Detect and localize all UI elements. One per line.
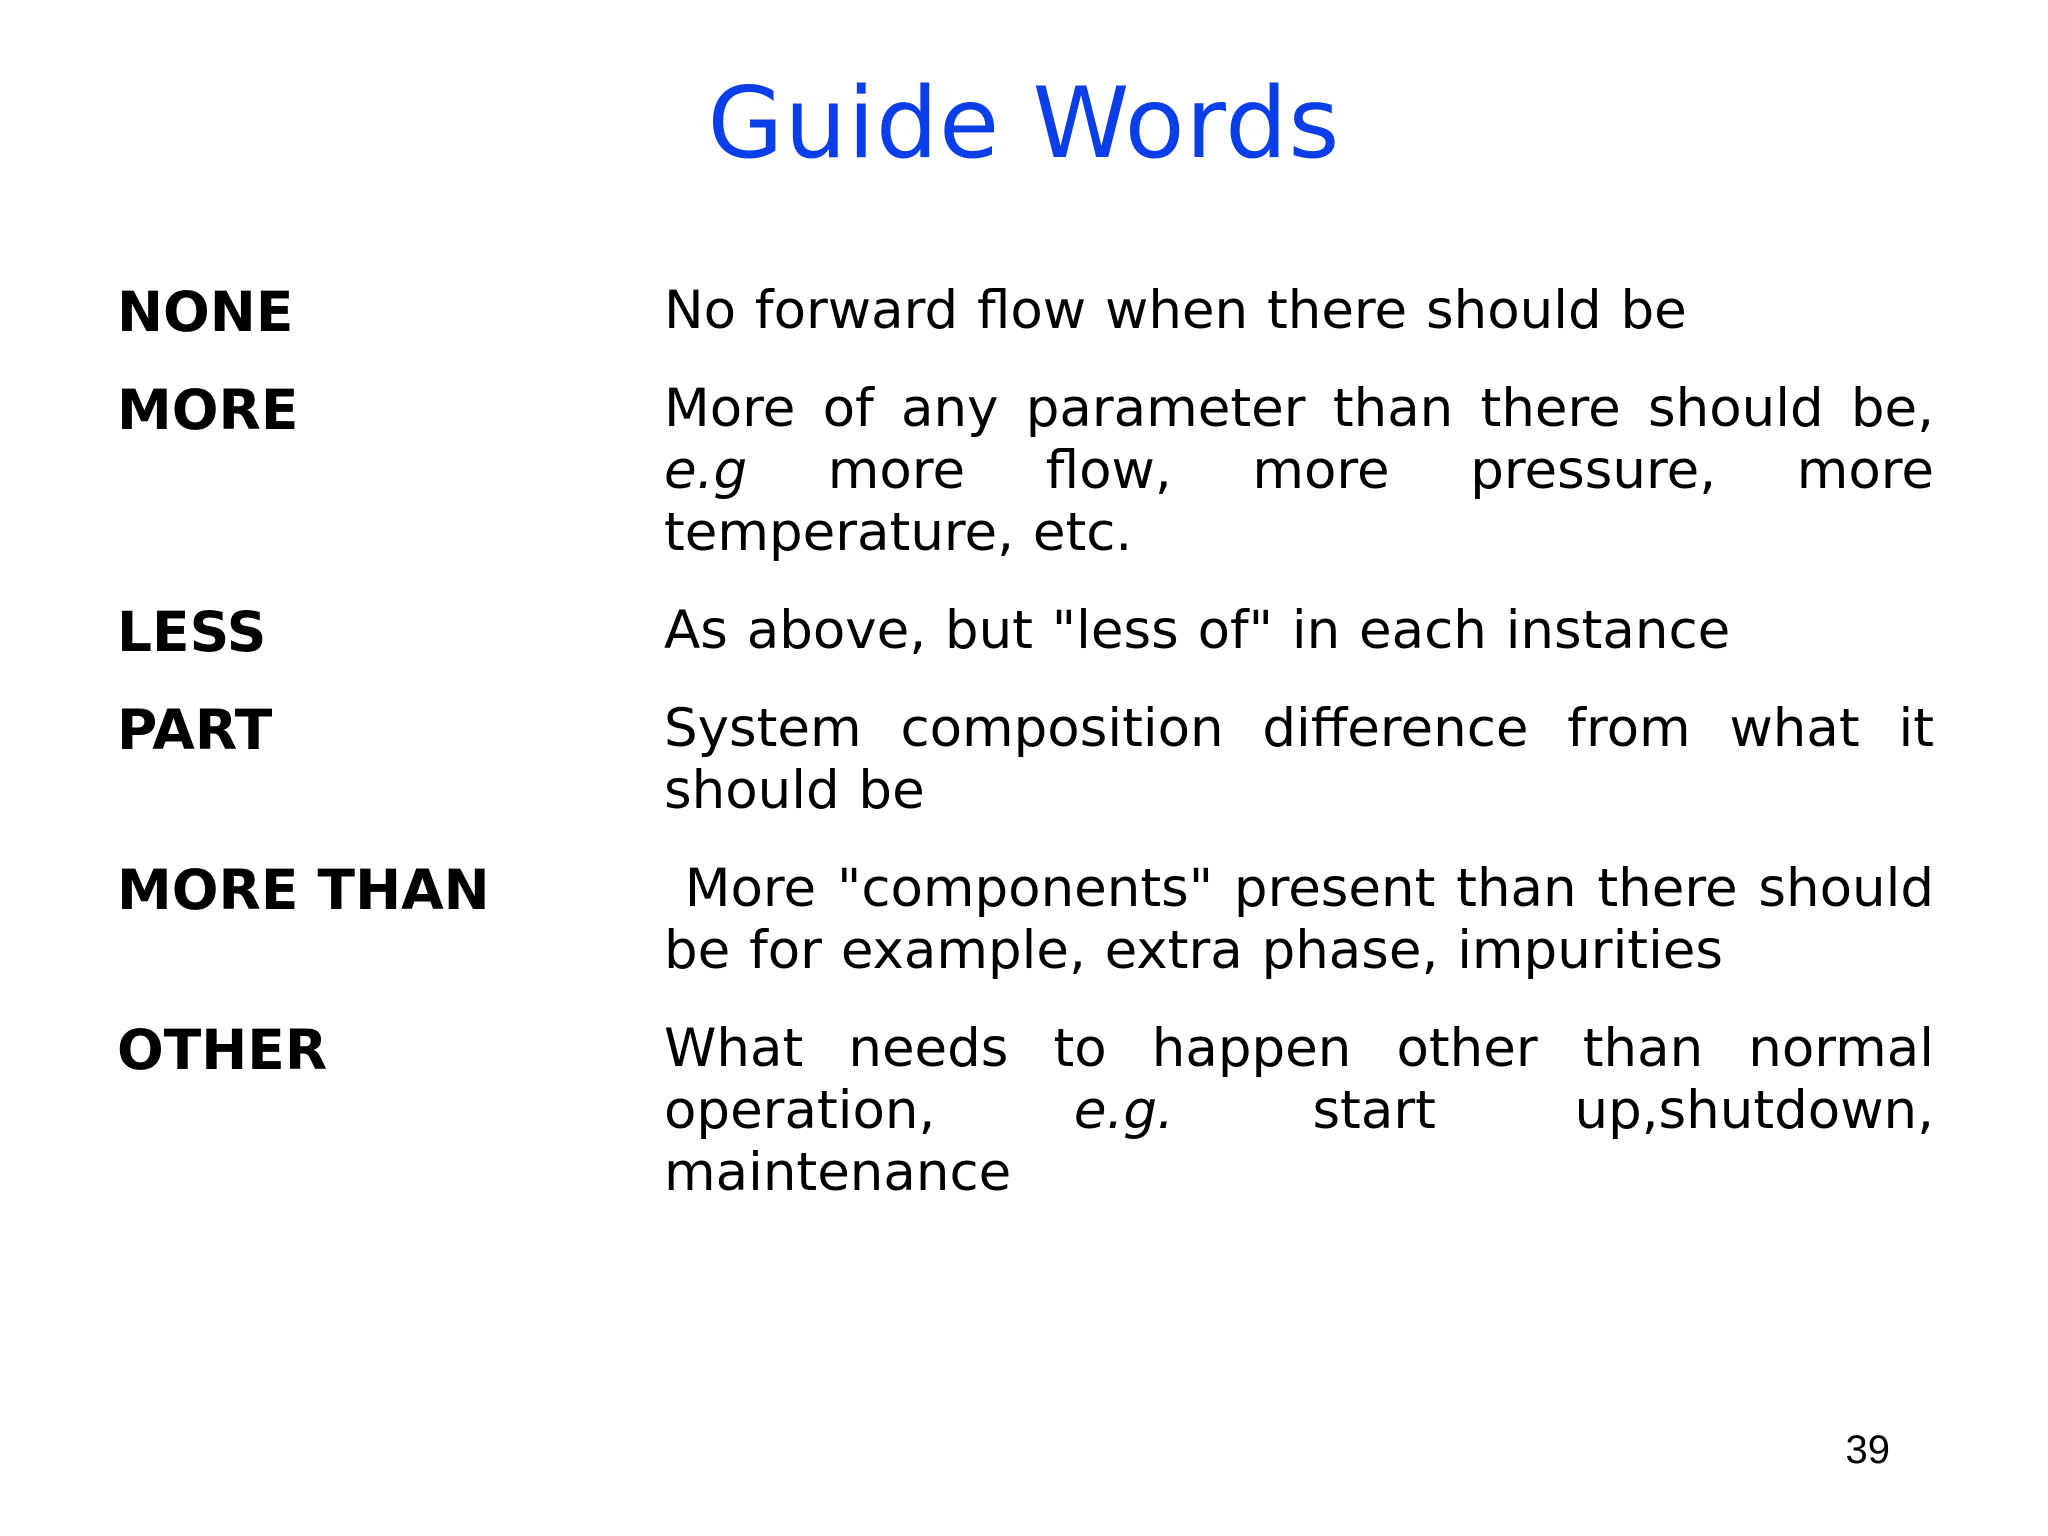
definition-more [664,378,1934,564]
definition-part: System composition difference from what it should be [664,698,1934,821]
guide-word-none: NONE [117,280,294,344]
definition-none: No forward flow when there should be [664,280,1687,341]
guide-word-part: PART [117,698,273,762]
definition-more-abbrev: e.g [664,440,748,501]
page-number: 39 [1845,1428,1890,1472]
definition-other [664,1018,1934,1204]
definition-less: As above, but "less of" in each instance [664,600,1731,661]
guide-word-less: LESS [117,600,267,664]
definition-more-text-end: more flow, more pressure, more temperature, etc. [664,440,1934,563]
definition-other-text-end: start up,shutdown, maintenance [664,1080,1934,1203]
definition-more-text: More of any parameter than there should be, [664,378,1934,439]
guide-word-other: OTHER [117,1018,328,1082]
definition-more-than: More "components" present than there should be for example, extra phase, impurities [664,858,1953,981]
guide-word-more-than: MORE THAN [117,858,490,922]
definition-other-abbrev: e.g. [1073,1080,1174,1141]
slide-title: Guide Words [707,67,1341,181]
definition-other-text: What needs to happen other than normal operation, [664,1018,1934,1141]
guide-word-more: MORE [117,378,299,442]
